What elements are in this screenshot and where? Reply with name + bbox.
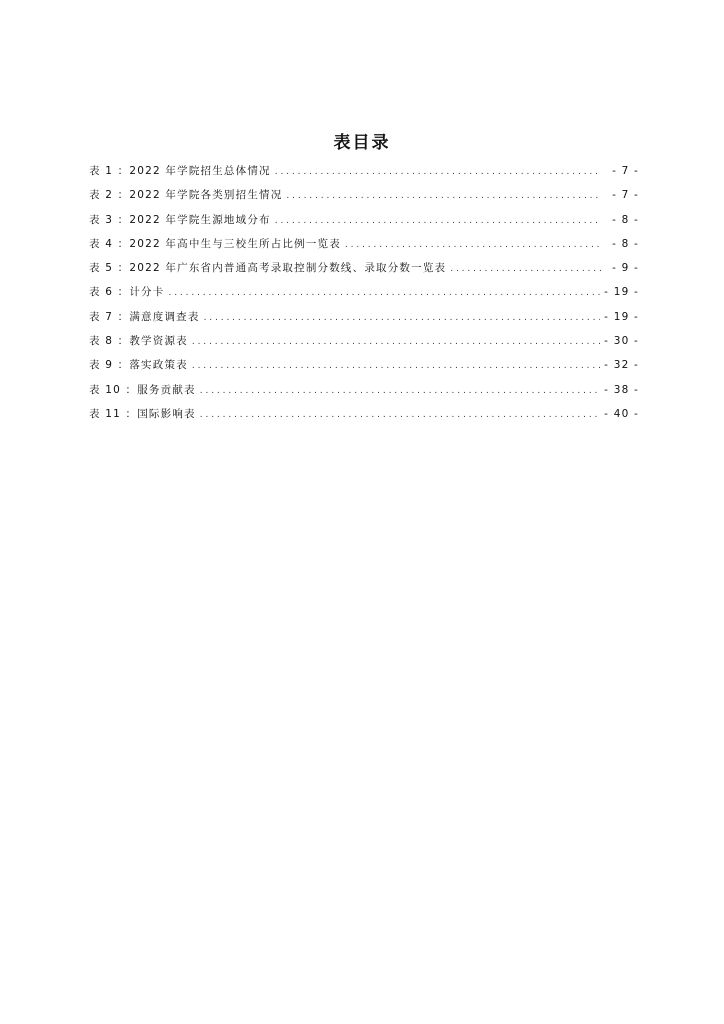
toc-entry-page-number: - 38 - [604, 383, 639, 396]
dot-leader [168, 288, 600, 298]
toc-entry-label: 表 2 ：2022 年学院各类别招生情况 [89, 189, 283, 202]
toc-entry-page-number: - 8 - [612, 237, 639, 250]
toc-entry-label: 表 1 ：2022 年学院招生总体情况 [89, 165, 271, 177]
dot-leader [345, 240, 601, 250]
toc-entry-label: 表 8 ：教学资源表 [89, 335, 188, 348]
toc-entry-page-number: - 7 - [612, 189, 639, 202]
toc-entry[interactable] [89, 284, 639, 308]
dot-leader [192, 361, 600, 371]
toc-entry-label: 表 3 ：2022 年学院生源地域分布 [89, 213, 271, 226]
dot-leader [192, 337, 600, 347]
toc-entry-page-number: - 30 - [604, 335, 639, 348]
toc-entry-label: 表 5 ：2022 年广东省内普通高考录取控制分数线、录取分数一览表 [89, 262, 447, 275]
toc-entry-label: 表 4 ：2022 年高中生与三校生所占比例一览表 [89, 237, 341, 250]
toc-entry-label: 表 7 ：满意度调查表 [89, 310, 200, 323]
toc-entry-page-number: - 9 - [612, 262, 639, 275]
toc-entry-label: 表 10 ：服务贡献表 [89, 383, 196, 396]
toc-entry[interactable] [89, 236, 639, 260]
toc-entry[interactable] [89, 406, 639, 430]
toc-entry[interactable] [89, 357, 639, 381]
toc-entry[interactable] [89, 309, 639, 333]
toc-entry-page-number: - 8 - [612, 213, 639, 226]
toc-entry[interactable] [89, 163, 639, 187]
toc-entry-page-number: - 7 - [612, 165, 639, 177]
toc-entry[interactable] [89, 212, 639, 236]
toc-entry[interactable] [89, 382, 639, 406]
toc-entry-label: 表 6 ：计分卡 [89, 286, 165, 299]
toc-entry[interactable] [89, 260, 639, 284]
table-of-contents-list [89, 163, 639, 430]
toc-entry-page-number: - 40 - [604, 407, 639, 420]
page-title: 表目录 [333, 133, 391, 153]
dot-leader [286, 191, 601, 201]
dot-leader [200, 410, 600, 420]
dot-leader [200, 386, 600, 396]
toc-entry-page-number: - 19 - [604, 310, 639, 323]
dot-leader [275, 167, 601, 177]
toc-entry[interactable] [89, 187, 639, 211]
dot-leader [275, 216, 601, 226]
dot-leader [450, 264, 601, 274]
toc-entry-page-number: - 32 - [604, 359, 639, 372]
toc-entry-label: 表 11 ：国际影响表 [89, 407, 196, 420]
toc-entry[interactable] [89, 333, 639, 357]
dot-leader [204, 313, 601, 323]
toc-entry-label: 表 9 ：落实政策表 [89, 359, 188, 372]
toc-entry-page-number: - 19 - [604, 286, 639, 299]
